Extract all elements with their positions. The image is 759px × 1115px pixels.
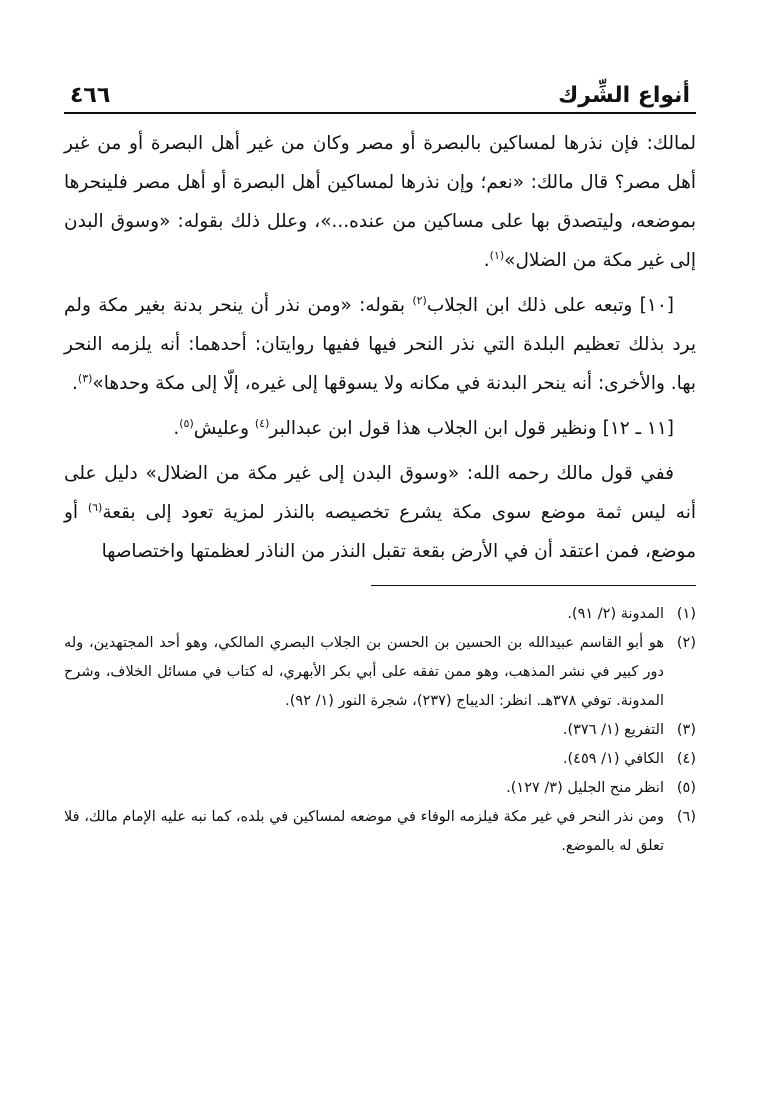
paragraph-1-text: لمالك: فإن نذرها لمساكين بالبصرة أو مصر وكان من غير أهل البصرة أو من غير أهل مصر؟ قال مالك: «نعم؛ وإن نذرها لمساكين أهل البصرة أو أهل مصر فلينحرها بموضعه، وليتصدق بها على مساكين من عنده...»، وعلل ذلك بقوله: «وسوق البدن إلى غير مكة من الضلال» — [64, 133, 696, 271]
footnote-text: انظر منح الجليل (٣/ ١٢٧). — [506, 780, 664, 796]
footnote-ref-2: (٢) — [412, 293, 427, 307]
footnote-ref-5: (٥) — [179, 416, 194, 430]
paragraph-3 — [64, 409, 696, 448]
footnote-3 — [64, 716, 696, 745]
footnote-text: المدونة (٢/ ٩١). — [567, 606, 664, 622]
footnote-text: الكافي (١/ ٤٥٩). — [562, 751, 664, 767]
footnote-number: (٢) — [676, 635, 696, 651]
footnote-number: (٤) — [676, 751, 696, 767]
paragraph-4-text-a: ففي قول مالك رحمه الله: «وسوق البدن إلى غير مكة من الضلال» دليل على أنه ليس ثمة موضع سوى مكة يشرع تخصيصه بالنذر لمزية تعود إلى بقعة — [64, 463, 696, 523]
paragraph-2-text-b: بقوله: «ومن نذر أن ينحر بدنة بغير مكة ولم يرد بذلك تعظيم البلدة التي نذر النحر فيها ففيها روايتان: أحدهما: أنه يلزمه النحر بها. والأخرى: أنه ينحر البدنة في مكانه ولا يسوقها إلى غيره، إلّا إلى مكة وحدها» — [64, 295, 696, 394]
running-title: أنواع الشِّرك — [558, 83, 690, 108]
page-number: ٤٦٦ — [70, 83, 111, 108]
paragraph-1 — [64, 124, 696, 280]
footnote-5 — [64, 774, 696, 803]
footnote-number: (١) — [676, 606, 696, 622]
paragraph-3-text-a: [١١ ـ ١٢] ونظير قول ابن الجلاب هذا قول ابن عبدالبر — [269, 418, 674, 439]
book-page — [64, 62, 696, 861]
footnote-ref-1: (١) — [489, 248, 505, 262]
footnote-number: (٥) — [676, 780, 696, 796]
paragraph-1-end: . — [483, 250, 490, 271]
paragraph-2-end: . — [72, 373, 78, 394]
footnote-text: هو أبو القاسم عبيدالله بن الحسين بن الحسن بن الجلاب البصري المالكي، وهو أحد المجتهدين، وله دور كبير في نشر المذهب، وهو ممن تفقه على أبي بكر الأبهري، له كتاب في مسائل الخلاف، وشرح المدونة. توفي ٣٧٨هـ. انظر: الديباج (٢٣٧)، شجرة النور (١/ ٩٢). — [64, 635, 664, 709]
paragraph-3-end: . — [173, 418, 180, 439]
footnote-ref-4: (٤) — [254, 416, 270, 430]
footnote-2 — [64, 629, 696, 716]
footnote-4 — [64, 745, 696, 774]
footnote-ref-6: (٦) — [87, 500, 103, 514]
footnote-1 — [64, 600, 696, 629]
footnote-number: (٦) — [676, 809, 696, 825]
paragraph-4-text-b: أو موضع، فمن اعتقد أن في الأرض بقعة تقبل النذر من الناذر لعظمتها واختصاصها — [64, 502, 696, 562]
footnote-text: التفريع (١/ ٣٧٦). — [562, 722, 664, 738]
page-header — [64, 62, 696, 108]
paragraph-3-text-b: وعليش — [193, 418, 255, 439]
footnotes — [64, 600, 696, 861]
main-text — [64, 124, 696, 571]
footnote-6 — [64, 803, 696, 861]
footnote-separator — [371, 585, 696, 586]
footnote-ref-3: (٣) — [77, 371, 93, 385]
footnote-number: (٣) — [676, 722, 696, 738]
paragraph-2-text-a: [١٠] وتبعه على ذلك ابن الجلاب — [426, 295, 674, 316]
header-rule — [64, 112, 696, 114]
paragraph-2 — [64, 286, 696, 403]
footnote-text: ومن نذر النحر في غير مكة فيلزمه الوفاء في موضعه لمساكين في بلده، كما نبه عليه الإمام مالك، فلا تعلق له بالموضع. — [64, 809, 664, 854]
paragraph-4 — [64, 454, 696, 571]
